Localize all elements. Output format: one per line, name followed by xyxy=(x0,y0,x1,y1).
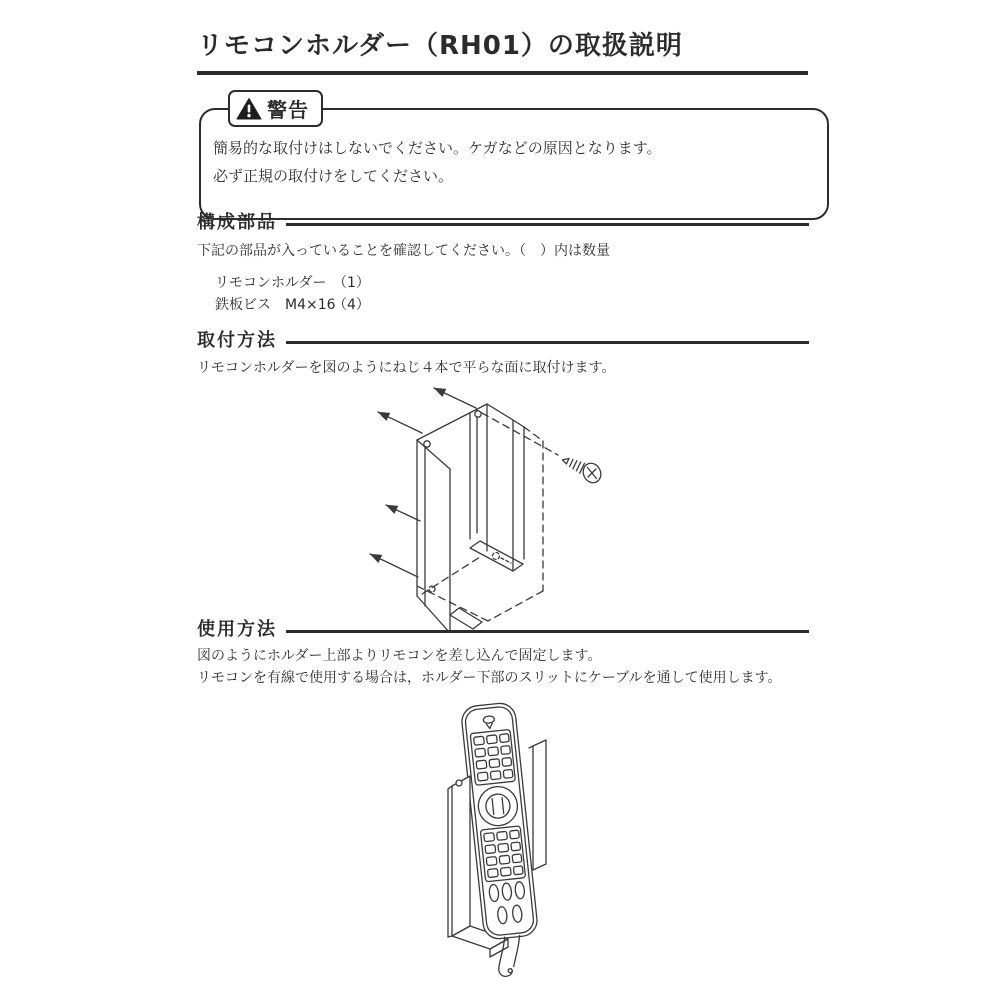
installation-diagram xyxy=(330,381,670,633)
part-qty: （1） xyxy=(333,275,370,291)
section-title: 構成部品 xyxy=(197,212,277,233)
warning-line: 簡易的な取付けはしないでください。ケガなどの原因となります。 xyxy=(213,139,662,157)
part-name: 鉄板ビス M4×16 xyxy=(215,297,336,313)
screw-hole xyxy=(424,441,430,447)
warning-label xyxy=(228,90,323,127)
holder-right-wall xyxy=(529,740,546,870)
section-installation-heading xyxy=(197,330,809,352)
section-components-heading xyxy=(197,212,809,234)
parts-list xyxy=(215,272,370,316)
section-title: 取付方法 xyxy=(197,330,277,351)
screw-hole xyxy=(456,780,462,786)
heading-rule xyxy=(286,223,809,226)
warning-line: 必ず正規の取付けをしてください。 xyxy=(213,167,454,185)
list-item xyxy=(215,294,370,316)
warning-triangle-icon xyxy=(236,97,262,121)
installation-body: リモコンホルダーを図のようにねじ４本で平らな面に取付けます。 xyxy=(197,360,616,376)
heading-rule xyxy=(286,630,809,633)
usage-diagram xyxy=(429,686,575,998)
list-item xyxy=(215,272,370,294)
screw-leader-line xyxy=(482,413,558,455)
holder-left-wall xyxy=(448,776,470,937)
part-qty: （4） xyxy=(333,297,370,313)
part-name: リモコンホルダー xyxy=(215,275,327,291)
usage-body xyxy=(197,645,809,689)
warning-label-text: 警告 xyxy=(267,98,309,122)
screw-hole-hidden xyxy=(493,553,500,560)
section-title: 使用方法 xyxy=(197,619,277,640)
section-usage-heading xyxy=(197,619,809,641)
usage-line: 図のようにホルダー上部よりリモコンを差し込んで固定します。 xyxy=(197,648,602,664)
usage-line: リモコンを有線で使用する場合は，ホルダー下部のスリットにケーブルを通して使用します。 xyxy=(197,670,782,686)
holder-bracket xyxy=(417,404,524,633)
screw-icon xyxy=(563,459,605,486)
screw-hole xyxy=(475,411,481,417)
heading-rule xyxy=(286,341,809,344)
screw-direction-arrows xyxy=(370,388,476,577)
page-title: リモコンホルダー（RH01）の取扱説明 xyxy=(197,30,808,75)
components-intro: 下記の部品が入っていることを確認してください。（ ）内は数量 xyxy=(197,243,610,259)
